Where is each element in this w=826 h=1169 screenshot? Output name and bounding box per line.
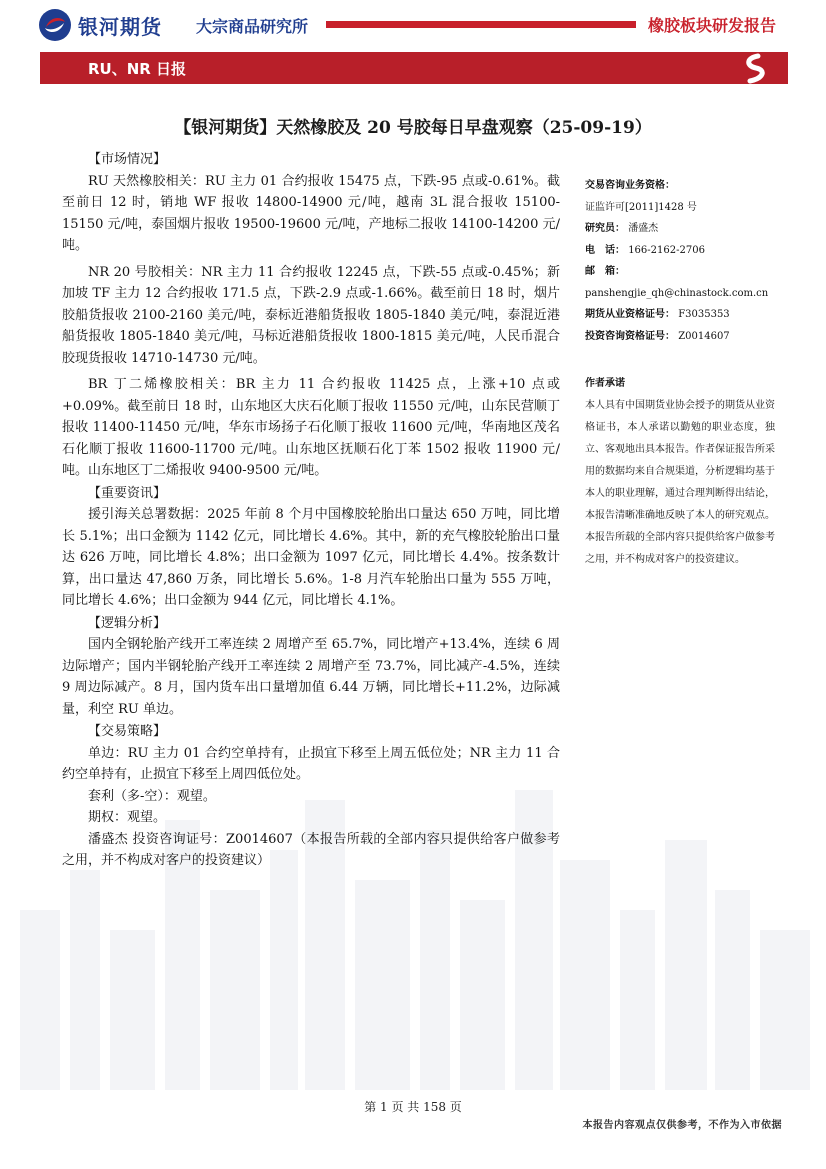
consult-cert-value: Z0014607 [678,330,730,342]
futures-cert-label: 期货从业资格证号： [585,309,675,320]
paragraph-arbitrage: 套利（多-空）：观望。 [88,788,216,804]
page-number: 第 1 页 共 158 页 [364,1100,462,1114]
galaxy-logo-icon [38,8,72,42]
header-banner [40,52,788,84]
email-address[interactable]: panshengjie_qh@chinastock.com.cn [585,287,769,299]
paragraph-news: 援引海关总署数据：2025 年前 8 个月中国橡胶轮胎出口量达 650 万吨，同比增长 5.1%；出口金额为 1142 亿元，同比增长 4.6%。其中，新的充气橡胶轮胎出口量达 626 万吨，同比增长 4.8%；出口金额为 1097 亿元，同比增长 4.4%。按条数计算，出口量达 47,860 万条，同比增长 5.6%。1-8 月汽车轮胎出口量为 555 万吨，同比增长 4.6%；出口金额为 944 亿元，同比增长 4.1%。 [62,507,560,608]
report-title: 【银河期货】天然橡胶及 20 号胶每日早盘观察（25-09-19） [174,118,652,138]
analyst-sidebar [585,175,775,571]
section-heading-market: 【市场情况】 [88,152,167,167]
qualification-value: 证监许可[2011]1428 号 [585,201,697,213]
consult-cert-label: 投资咨询资格证号： [585,330,675,342]
phone-number: 166-2162-2706 [628,244,705,256]
paragraph-logic: 国内全钢轮胎产线开工率连续 2 周增产至 65.7%，同比增产+13.4%，连续 6 周边际增产；国内半钢轮胎产线开工率连续 2 周增产至 73.7%，同比减产-4.5%，连续 9 周边际减产。8 月，国内货车出口量增加值 6.44 万辆，同比增长+11.2%，边际减量，利空 RU 单边。 [62,637,560,717]
researcher-name: 潘盛杰 [628,223,659,234]
futures-cert-value: F3035353 [678,309,730,320]
author-promise-text: 本人具有中国期货业协会授予的期货从业资格证书，本人承诺以勤勉的职业态度，独立、客观地出具本报告。作者保证报告所采用的数据均来自合规渠道，分析逻辑均基于本人的职业理解，通过合理判断得出结论，本报告清晰准确地反映了本人的研究观点。本报告所载的全部内容只提供给客户做参考之用，并不构成对客户的投资建议。 [585,399,775,565]
section-heading-news: 【重要资讯】 [88,485,167,501]
paragraph-options: 期权：观望。 [88,810,167,825]
company-name: 银河期货 [78,14,162,39]
paragraph-nr: NR 20 号胶相关：NR 主力 11 合约报收 12245 点，下跌-55 点或-0.45%；新加坡 TF 主力 12 合约报收 171.5 点，下跌-2.9 点或-1.66%。截至前日 18 时，烟片胶船货报收 2100-2160 美元/吨，泰标近港船货报收 1805-1840 美元/吨，泰混近港船货报收 1805-1840 美元/吨，马标近港船货报收 1800-1815 美元/吨，人民币混合胶现货报收 14710-14730 元/吨。 [62,264,560,366]
footer-disclaimer: 本报告内容观点仅供参考，不作为入市依据 [582,1120,782,1131]
header-divider [326,21,636,28]
researcher-label: 研究员： [585,223,625,234]
company-logo [38,8,162,42]
paragraph-ru: RU 天然橡胶相关：RU 主力 01 合约报收 15475 点，下跌-95 点或-0.61%。截至前日 12 时，销地 WF 报收 14800-14900 元/吨，越南 3L 混合报收 15100-15150 元/吨，泰国烟片报收 19500-19600 元/吨，产地标二报收 14100-14200 元/吨。 [62,173,560,253]
report-type: 橡胶板块研发报告 [648,16,777,35]
report-body [62,148,560,872]
swoosh-icon [720,52,780,84]
phone-label: 电 话： [585,244,625,256]
paragraph-single: 单边：RU 主力 01 合约空单持有，止损宜下移至上周五低位处；NR 主力 11 合约空单持有，止损宜下移至上周四低位处。 [62,745,560,782]
banner-title: RU、NR 日报 [88,60,187,78]
section-heading-logic: 【逻辑分析】 [88,615,167,631]
department-name: 大宗商品研究所 [196,17,309,36]
author-promise-title: 作者承诺 [585,378,625,389]
qualification-label: 交易咨询业务资格： [585,180,675,191]
email-label: 邮 箱： [585,266,625,277]
paragraph-br: BR 丁二烯橡胶相关：BR 主力 11 合约报收 11425 点，上涨+10 点或+0.09%。截至前日 18 时，山东地区大庆石化顺丁报收 11550 元/吨，山东民营顺丁报收 11400-11450 元/吨，华东市场扬子石化顺丁报收 11600 元/吨，华南地区茂名石化顺丁报收 11600-11700 元/吨。山东地区抚顺石化丁苯 1502 报收 11900 元/吨。山东地区丁二烯报收 9400-9500 元/吨。 [62,377,560,478]
paragraph-author-note: 潘盛杰 投资咨询证号：Z0014607（本报告所载的全部内容只提供给客户做参考之用，并不构成对客户的投资建议） [62,831,560,868]
section-heading-strategy: 【交易策略】 [88,724,167,739]
